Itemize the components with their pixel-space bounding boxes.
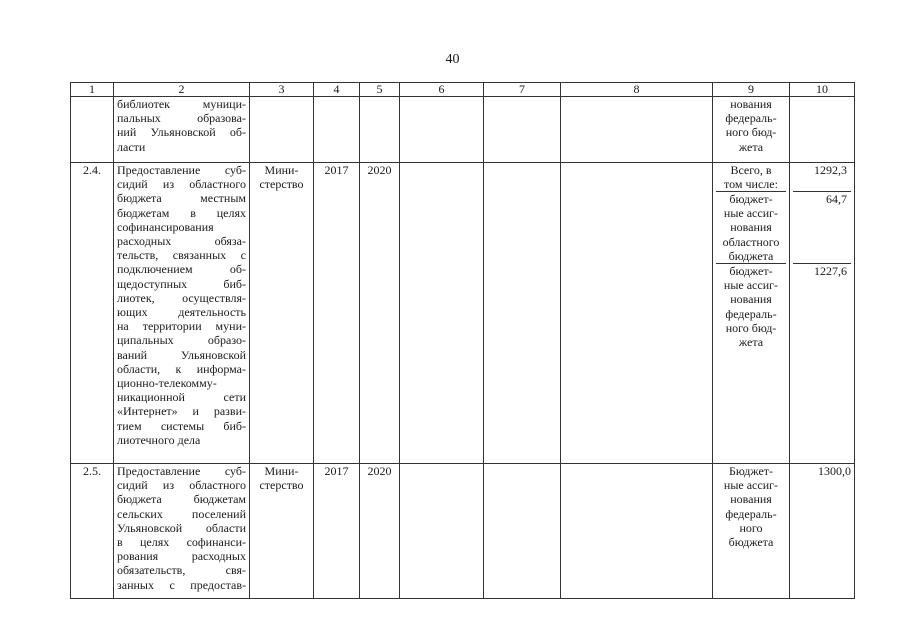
measure-name-line: ющих деятельность: [117, 305, 246, 320]
column-7-cell: [484, 97, 561, 163]
measure-name-line: Ульяновской области: [117, 520, 246, 535]
measure-name-line: Предоставление суб-: [117, 163, 246, 177]
start-year-cell: [314, 97, 360, 163]
measure-name-line: лиотечного дела: [117, 432, 201, 447]
measure-name-cell: [114, 97, 250, 163]
measure-name-line: в целях софинанси-: [117, 535, 246, 550]
measure-name-cell: [114, 464, 250, 599]
executor-cell: [250, 163, 314, 464]
funding-source-line: нования: [730, 292, 772, 307]
funding-source-federal: [716, 264, 786, 349]
measure-name-line: на территории муни-: [117, 319, 246, 334]
funding-source-line: нования: [730, 492, 772, 507]
funding-source-line: ные ассиг-: [723, 478, 779, 493]
measure-name-line: бюджета местным: [117, 191, 246, 206]
measure-name-line: ласти: [117, 139, 146, 154]
funding-source-regional: [716, 192, 786, 264]
measure-name-line: ционно-телекомму-: [117, 376, 217, 391]
measure-name-line: «Интернет» и разви-: [117, 404, 246, 419]
measure-name-line: щедоступных биб-: [117, 276, 246, 291]
funding-source-line: федераль-: [725, 506, 777, 521]
column-header-2: 2: [114, 83, 250, 97]
end-year-cell: 2020: [360, 464, 400, 599]
measure-name-line: занных с предостав-: [117, 577, 246, 592]
table-row-2-4: [71, 163, 855, 464]
column-header-row: [71, 83, 855, 97]
column-header-7: 7: [484, 83, 561, 97]
measure-name-cell: [114, 163, 250, 464]
measure-name-line: рования расходных: [117, 549, 246, 564]
measure-name-line: никационной сети: [117, 390, 246, 405]
measure-name-line: ципальных образо-: [117, 333, 246, 348]
funding-source-line: Всего, в: [730, 163, 772, 177]
row-number-cell: [71, 97, 114, 163]
amount-cell: 1300,0: [790, 464, 855, 599]
funding-source-line: областного: [722, 234, 780, 249]
measure-name-line: сельских поселений: [117, 506, 246, 521]
amount-federal: 1227,6: [814, 264, 847, 278]
measure-name-line: сидий из областного: [117, 478, 246, 493]
column-8-cell: [561, 97, 713, 163]
measure-name-line: ваний Ульяновской: [117, 347, 246, 362]
funding-source-line: ные ассиг-: [723, 206, 779, 221]
executor-cell: [250, 97, 314, 163]
funding-source-line: бюджета: [728, 535, 774, 550]
funding-source-line: ного бюд-: [725, 125, 777, 140]
amount-regional: 64,7: [793, 192, 851, 264]
column-6-cell: [400, 163, 484, 464]
funding-source-line: бюджет-: [729, 192, 773, 206]
measure-name-line: софинансирования: [117, 219, 214, 234]
funding-source-line: жета: [738, 139, 764, 154]
measure-name-line: лиотек, осуществля-: [117, 290, 246, 305]
amount-cell: [790, 97, 855, 163]
funding-source-line: федераль-: [725, 306, 777, 321]
executor-line: Мини-: [264, 464, 299, 478]
column-header-6: 6: [400, 83, 484, 97]
start-year-cell: 2017: [314, 464, 360, 599]
measure-name-line: области, к информа-: [117, 361, 246, 376]
measure-name-line: бюджетам в целях: [117, 205, 246, 220]
amount-cell: [790, 163, 855, 464]
measure-name-line: бюджета бюджетам: [117, 492, 246, 507]
end-year-cell: [360, 97, 400, 163]
column-header-9: 9: [713, 83, 790, 97]
measure-name-line: расходных обяза-: [117, 234, 246, 249]
funding-source-line: бюджет-: [729, 264, 773, 278]
funding-source-line: том числе:: [724, 177, 778, 192]
funding-source-line: ного: [739, 520, 763, 535]
measure-name-line: Предоставление суб-: [117, 464, 246, 478]
funding-source-line: нования: [730, 220, 772, 235]
column-6-cell: [400, 97, 484, 163]
funding-source-line: федераль-: [725, 111, 777, 126]
row-number-cell: 2.4.: [71, 163, 114, 464]
executor-line: Мини-: [264, 163, 299, 177]
column-header-4: 4: [314, 83, 360, 97]
end-year-cell: 2020: [360, 163, 400, 464]
column-6-cell: [400, 464, 484, 599]
measure-name-line: обязательств, свя-: [117, 563, 246, 578]
row-number-cell: 2.5.: [71, 464, 114, 599]
page-number: 40: [445, 52, 460, 67]
measure-name-line: библиотек муници-: [117, 97, 246, 111]
executor-line: стерство: [259, 177, 304, 192]
funding-source-line: нования: [730, 97, 772, 111]
executor-cell: [250, 464, 314, 599]
program-table: [70, 82, 855, 599]
table-row-continuation: [71, 97, 855, 163]
measure-name-line: ний Ульяновской об-: [117, 125, 246, 140]
funding-source-line: ные ассиг-: [723, 278, 779, 293]
column-7-cell: [484, 163, 561, 464]
funding-source-line: ного бюд-: [725, 320, 777, 335]
column-header-8: 8: [561, 83, 713, 97]
column-8-cell: [561, 163, 713, 464]
funding-source-line: жета: [738, 335, 764, 350]
column-header-5: 5: [360, 83, 400, 97]
column-header-1: 1: [71, 83, 114, 97]
column-8-cell: [561, 464, 713, 599]
measure-name-line: тельств, связанных с: [117, 248, 246, 263]
start-year-cell: 2017: [314, 163, 360, 464]
amount-total: 1292,3: [793, 163, 851, 192]
funding-source-cell: [713, 464, 790, 599]
funding-source-total: [716, 163, 786, 192]
measure-name-line: подключением об-: [117, 262, 246, 277]
funding-source-line: Бюджет-: [728, 464, 774, 478]
executor-line: стерство: [259, 478, 304, 493]
table-row-2-5: [71, 464, 855, 599]
measure-name-line: тием системы биб-: [117, 418, 246, 433]
column-7-cell: [484, 464, 561, 599]
funding-source-cell: [713, 97, 790, 163]
funding-source-line: бюджета: [728, 248, 774, 263]
funding-source-cell: [713, 163, 790, 464]
measure-name-line: пальных образова-: [117, 111, 246, 126]
measure-name-line: сидий из областного: [117, 177, 246, 192]
column-header-3: 3: [250, 83, 314, 97]
column-header-10: 10: [790, 83, 855, 97]
